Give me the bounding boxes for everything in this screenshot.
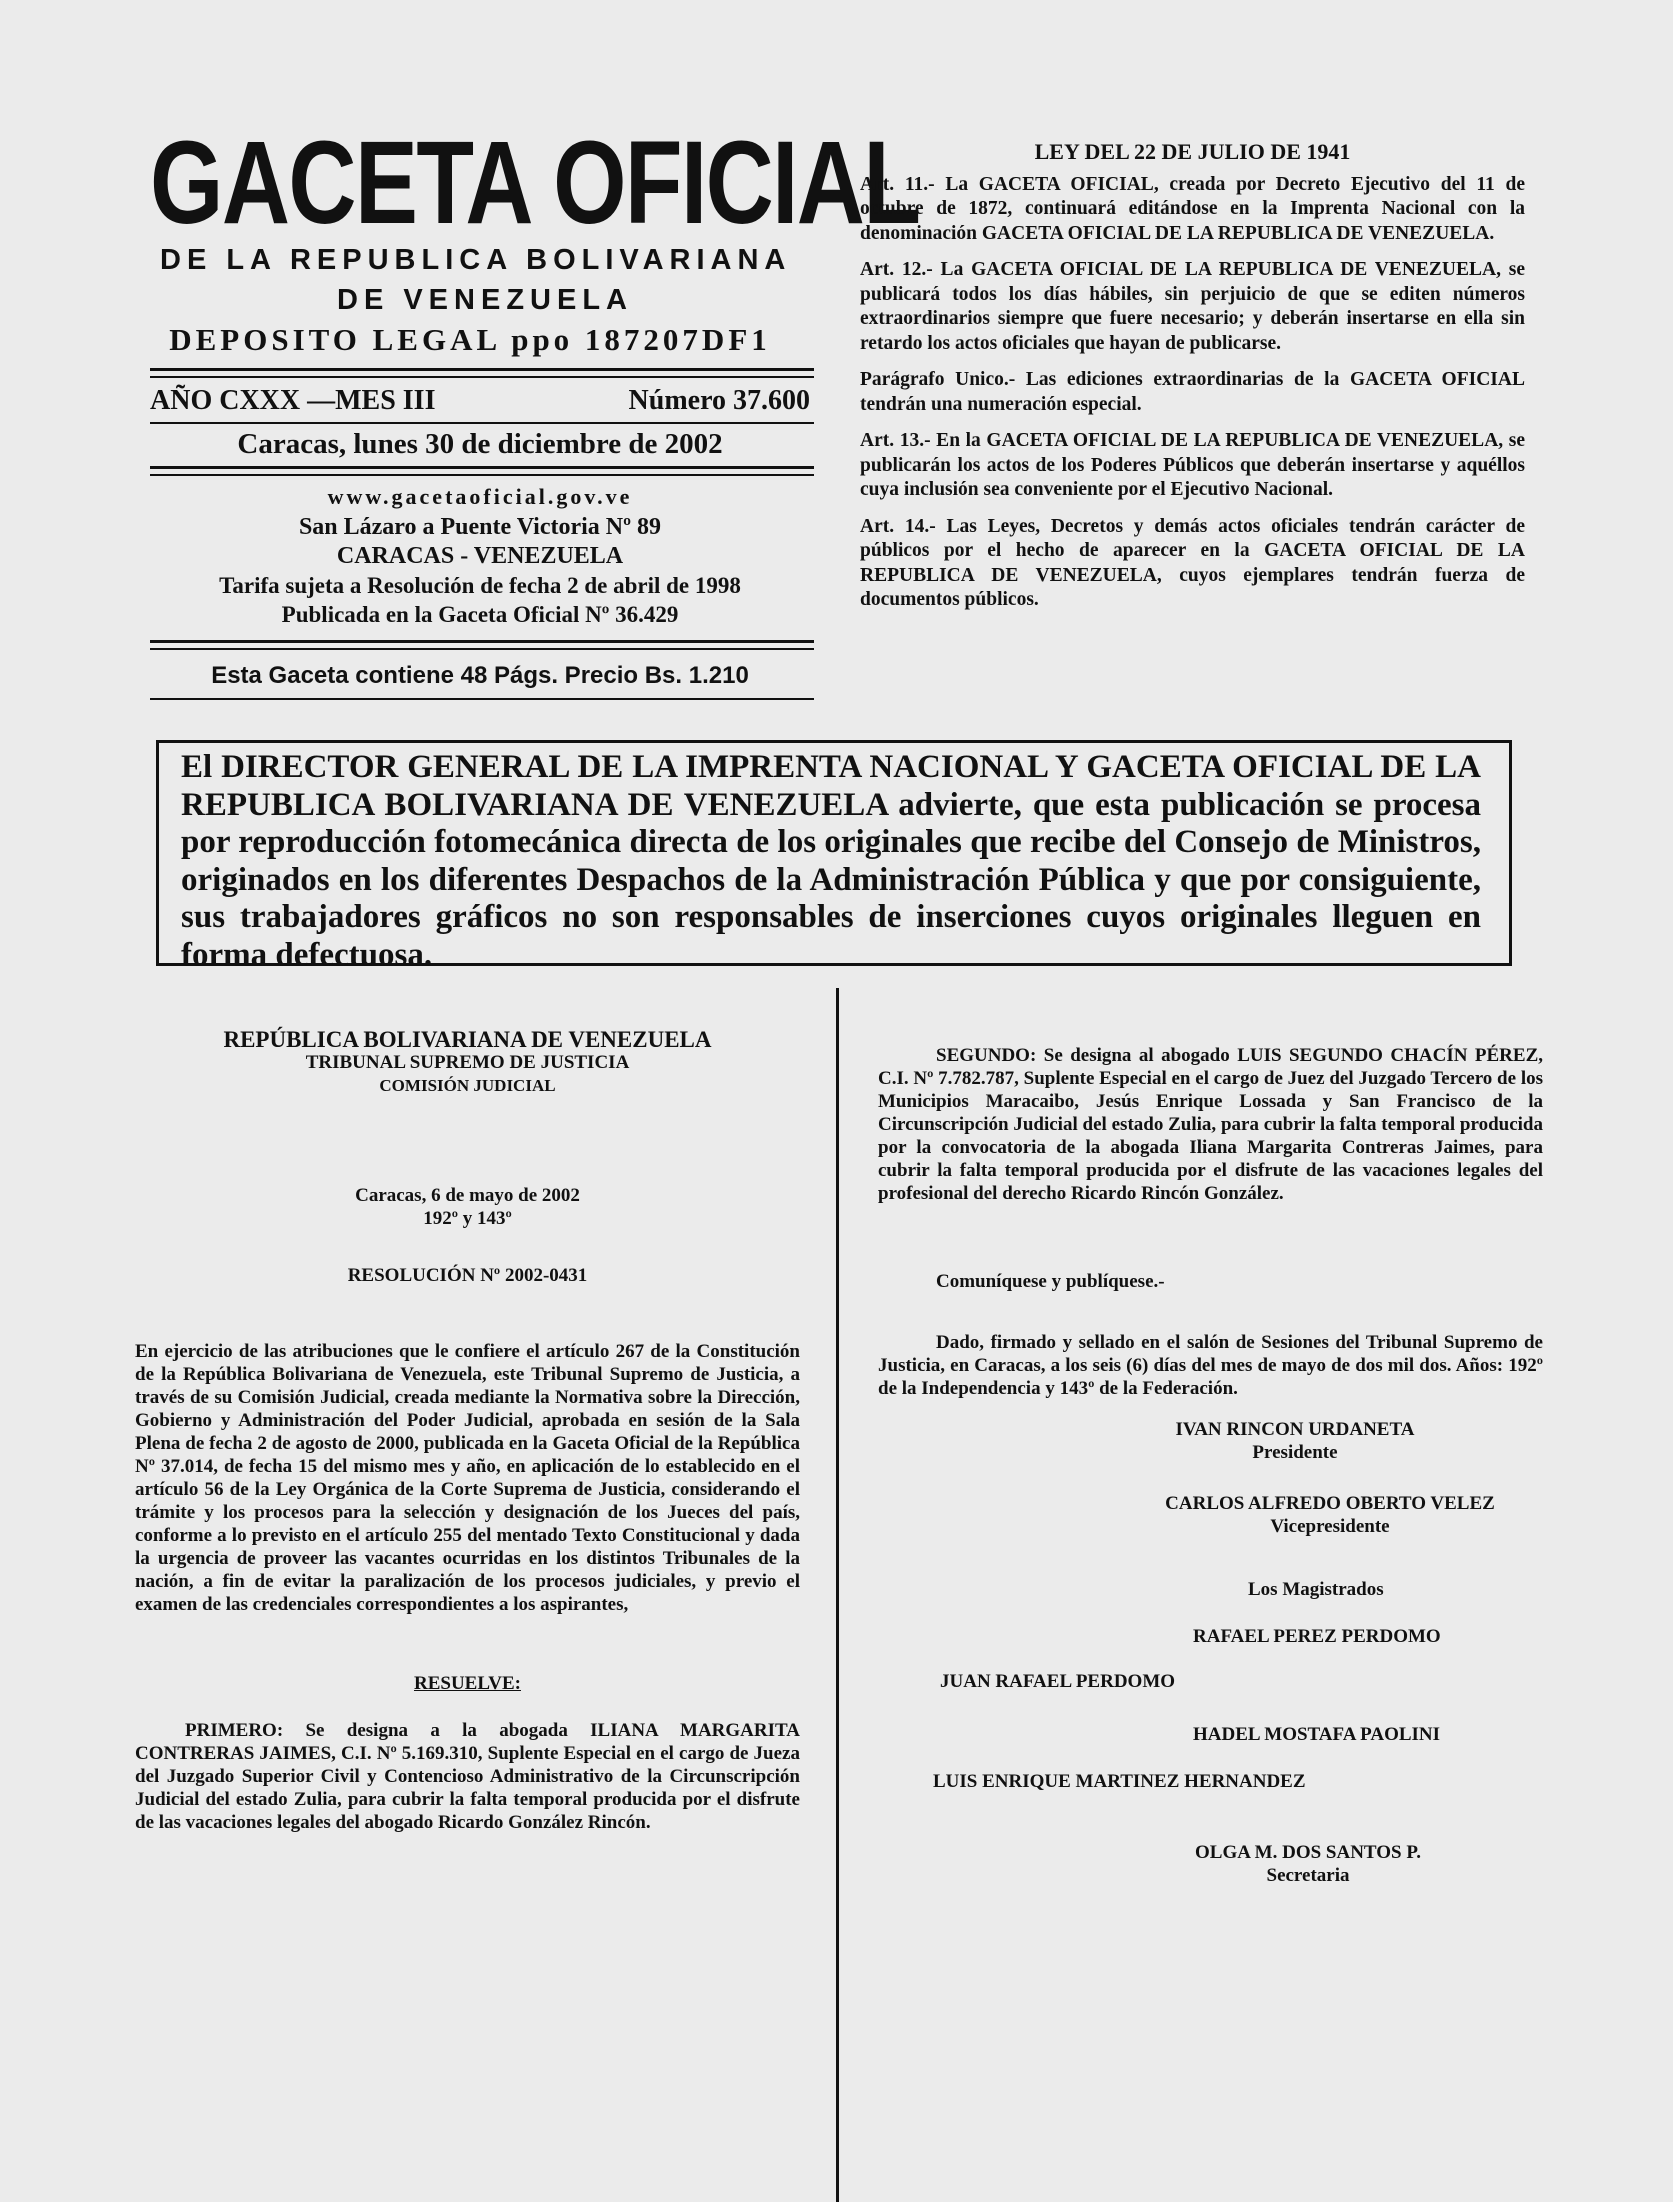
city: CARACAS - VENEZUELA [336, 543, 624, 569]
gazette-subtitle-1: DE LA REPUBLICA BOLIVARIANA [160, 244, 792, 276]
first-article [135, 1719, 800, 1834]
vice-president-block [878, 1492, 1530, 1538]
secretary-block [878, 1841, 1488, 1887]
tariff: Tarifa sujeta a Resolución de fecha 2 de abril de 1998 [219, 573, 741, 598]
divider-line [150, 474, 814, 476]
magistrate-2: JUAN RAFAEL PERDOMO [940, 1671, 1176, 1692]
divider-line [150, 376, 814, 378]
president-block [878, 1418, 1460, 1464]
preamble: En ejercicio de las atribuciones que le confiere el artículo 267 de la Constitución de la República Bolivariana de Venezuela, este Tribunal Supremo de Justicia, a través de su Comisión Judicial, creada mediante la Normativa sobre la Dirección, Gobierno y Administración del Poder Judicial, aprobada en sesión de la Sala Plena de fecha 2 de agosto de 2000, publicada en la Gaceta Oficial de la República Nº 37.014, de fecha 15 del mismo mes y año, en aplicación de lo establecido en el artículo 56 de la Ley Orgánica de la Corte Suprema de Justicia, considerando el trámite y los procesos para la selección y designación de los Jueces del país, conforme a lo previsto en el artículo 255 del mentado Texto Constitucional y dada la urgencia de proveer las vacantes ocurridas en los distintos Tribunales de la nación, a fin de evitar la paralización de los procesos judiciales, y previo el examen de las credenciales correspondientes a los aspirantes, [135, 1341, 800, 1615]
divider-line [150, 422, 814, 424]
sole-paragraph: Parágrafo Unico.- Las ediciones extraordinarias de la GACETA OFICIAL tendrán una numeración especial. [860, 369, 1525, 415]
secretary-name: OLGA M. DOS SANTOS P. [1195, 1842, 1421, 1863]
website: www.gacetaoficial.gov.ve [327, 484, 633, 509]
divider-line [150, 640, 814, 643]
place-date: Caracas, 6 de mayo de 2002 [355, 1185, 580, 1206]
vice-president-name: CARLOS ALFREDO OBERTO VELEZ [1165, 1493, 1495, 1514]
address: San Lázaro a Puente Victoria Nº 89 [298, 514, 662, 540]
gazette-subtitle-2: DE VENEZUELA [337, 284, 633, 316]
issue-number: Número 37.600 [628, 385, 810, 416]
magistrate-4: LUIS ENRIQUE MARTINEZ HERNANDEZ [933, 1771, 1306, 1792]
article-12: Art. 12.- La GACETA OFICIAL DE LA REPUBLICA DE VENEZUELA, se publicará todos los días hábiles, sin perjuicio de que se editen números extraordinarios siempre que fuere necesario; y deberán insertarse en ella sin retardo los actos oficiales que hayan de publicarse. [860, 259, 1525, 354]
divider-line [150, 698, 814, 700]
legal-deposit: DEPOSITO LEGAL ppo 187207DF1 [169, 322, 771, 357]
second-text: Se designa al abogado LUIS SEGUNDO CHACÍN PÉREZ, C.I. Nº 7.782.787, Suplente Especial en el cargo de Juez del Juzgado Tercero de los Municipios Maracaibo, Jesús Enrique Lossada y San Francisco de la Circunscripción Judicial del estado Zulia, para cubrir la falta temporal producida por la convocatoria de la abogada Iliana Margarita Contreras Jaimes, para cubrir la falta temporal producida por el disfrute de las vacaciones legales del profesional del derecho Ricardo Rincón González. [878, 1045, 1544, 1204]
first-label: PRIMERO: [185, 1720, 284, 1741]
gazette-title: GACETA OFICIAL [150, 117, 920, 249]
president-title: Presidente [1252, 1442, 1338, 1463]
secretary-title: Secretaria [1266, 1865, 1350, 1886]
magistrate-1: RAFAEL PEREZ PERDOMO [1193, 1626, 1441, 1647]
court-heading: TRIBUNAL SUPREMO DE JUSTICIA [305, 1052, 630, 1073]
president-name: IVAN RINCON URDANETA [1175, 1419, 1415, 1440]
divider-line [150, 466, 814, 469]
resolution-title: RESOLUCIÓN Nº 2002-0431 [347, 1265, 588, 1286]
commission-heading: COMISIÓN JUDICIAL [379, 1076, 556, 1095]
article-11: Art. 11.- La GACETA OFICIAL, creada por Decreto Ejecutivo del 11 de octubre de 1872, continuará editándose en la Imprenta Nacional con la denominación GACETA OFICIAL DE LA REPUBLICA DE VENEZUELA. [860, 173, 1525, 244]
communicate: Comuníquese y publíquese.- [936, 1271, 1165, 1292]
contents-price: Esta Gaceta contiene 48 Págs. Precio Bs. 1.210 [211, 662, 749, 689]
years: 192º y 143º [423, 1208, 512, 1229]
resolution-right-column [878, 1044, 1543, 1887]
article-14: Art. 14.- Las Leyes, Decretos y demás actos oficiales tendrán carácter de públicos por el hecho de aparecer en la GACETA OFICIAL DE LA REPUBLICA DE VENEZUELA, cuyos ejemplares tendrán fuerza de documentos públicos. [860, 515, 1525, 610]
law-column [860, 140, 1525, 625]
magistrate-3: HADEL MOSTAFA PAOLINI [1193, 1724, 1441, 1745]
resolution-left-column [135, 1028, 800, 1834]
year-month: AÑO CXXX —MES III [150, 385, 436, 416]
issue-date: Caracas, lunes 30 de diciembre de 2002 [237, 428, 723, 460]
column-divider [836, 988, 839, 2202]
divider-line [150, 648, 814, 650]
given-text: Dado, firmado y sellado en el salón de Sesiones del Tribunal Supremo de Justicia, en Caracas, a los seis (6) días del mes de mayo de dos mil dos. Años: 192º de la Independencia y 143º de la Federación. [878, 1332, 1543, 1399]
article-13: Art. 13.- En la GACETA OFICIAL DE LA REPUBLICA DE VENEZUELA, se publicarán los actos de los Poderes Públicos que deberán insertarse y aquéllos cuya inclusión sea conveniente por el Ejecutivo Nacional. [860, 430, 1525, 500]
law-heading: LEY DEL 22 DE JULIO DE 1941 [1034, 139, 1351, 164]
magistrates-label: Los Magistrados [1248, 1579, 1384, 1600]
resolves-heading: RESUELVE: [413, 1673, 521, 1694]
republic-heading: REPÚBLICA BOLIVARIANA DE VENEZUELA [223, 1027, 712, 1052]
vice-president-title: Vicepresidente [1270, 1516, 1390, 1537]
divider-line [150, 368, 814, 371]
published-in: Publicada en la Gaceta Oficial Nº 36.429 [281, 602, 679, 627]
first-text: Se designa a la abogada ILIANA MARGARITA CONTRERAS JAIMES, C.I. Nº 5.169.310, Suplente Especial en el cargo de Jueza del Juzgado Superior Civil y Contencioso Administrativo de la Circunscripción Judicial del estado Zulia, para cubrir la falta temporal producida por el disfrute de las vacaciones legales del abogado Ricardo González Rincón. [135, 1720, 801, 1833]
notice-text: El DIRECTOR GENERAL DE LA IMPRENTA NACIONAL Y GACETA OFICIAL DE LA REPUBLICA BOLIVARIANA DE VENEZUELA advierte, que esta publicación se procesa por reproducción fotomecánica directa de los originales que recibe del Consejo de Ministros, originados en los diferentes Despachos de la Administración Pública y que por consiguiente, sus trabajadores gráficos no son responsables de inserciones cuyos originales lleguen en forma defectuosa. [181, 749, 1481, 973]
second-label: SEGUNDO: [936, 1045, 1037, 1066]
notice-box [156, 740, 1512, 973]
second-article [878, 1044, 1543, 1205]
